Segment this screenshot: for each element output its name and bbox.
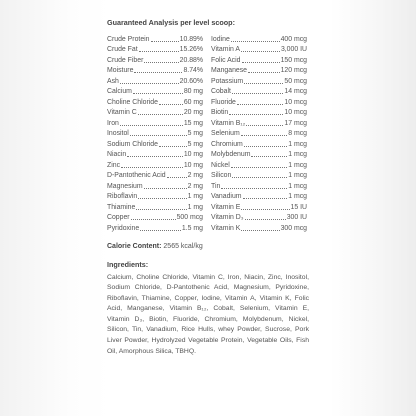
nutrient-row: [107, 75, 203, 86]
nutrient-value: 300 IU: [286, 214, 307, 221]
nutrient-name: Potassium: [211, 77, 244, 85]
dot-leader: [144, 188, 187, 189]
nutrient-value: 400 mcg: [280, 35, 307, 43]
nutrient-value: 500 mcg: [176, 214, 203, 221]
nutrient-name: Folic Acid: [211, 56, 241, 64]
nutrient-value: 10 mcg: [284, 98, 307, 106]
analysis-heading: Guaranteed Analysis per level scoop:: [107, 18, 235, 27]
dot-leader: [167, 177, 187, 178]
dot-leader: [151, 41, 179, 42]
nutrient-value: 10 mg: [183, 161, 203, 169]
dot-leader: [232, 177, 287, 178]
dot-leader: [248, 72, 280, 73]
ingredients-text: Calcium, Choline Chloride, Vitamin C, Iron, Niacin, Zinc, Inositol, Sodium Chloride, D-Pantothenic Acid, Magnesium, Pyridoxine, Riboflavin, Thiamine, Copper, Iodine, Vitamin A, Vitamin K, Folic Acid, Manganese, Vitamin B₁₂, Cobalt, Selenium, Vitamin E, Vitamin D₃, Biotin, Fluoride, Chromium, Molybdenum, Nickel, Silicon, Tin, Vanadium, Rice Hulls, whey Powder, Sucrose, Pork Liver Powder, Hydrolyzed Vegetable Protein, Vegetable Oils, Fish Oil, Amorphous Silica, TBHQ.: [107, 273, 309, 355]
nutrient-row: [107, 222, 203, 233]
dot-leader: [232, 93, 283, 94]
nutrient-value: 10 mcg: [284, 109, 307, 116]
nutrient-row: [107, 117, 203, 128]
calorie-content: [107, 243, 307, 250]
nutrient-name: Choline Chloride: [107, 98, 158, 106]
nutrient-row: [211, 86, 307, 97]
nutrient-row: [107, 149, 203, 160]
nutrient-name: Crude Protein: [107, 35, 150, 43]
nutrient-name: Iodine: [211, 35, 230, 43]
nutrient-row: [211, 222, 307, 233]
nutrient-value: 8 mcg: [288, 130, 307, 137]
nutrient-row: [107, 191, 203, 202]
nutrient-row: [211, 212, 307, 223]
dot-leader: [231, 167, 287, 168]
nutrient-row: [107, 44, 203, 55]
nutrient-name: D-Pantothenic Acid: [107, 172, 166, 179]
analysis-left-column: [107, 33, 203, 233]
dot-leader: [144, 62, 178, 63]
nutrient-name: Fluoride: [211, 98, 236, 106]
nutrient-value: 2 mg: [187, 182, 203, 190]
dot-leader: [120, 125, 183, 126]
nutrient-name: Ash: [107, 77, 119, 85]
dot-leader: [140, 230, 181, 231]
dot-leader: [136, 209, 186, 210]
dot-leader: [244, 83, 283, 84]
nutrient-row: [211, 96, 307, 107]
nutrient-row: [211, 54, 307, 65]
nutrient-row: [211, 117, 307, 128]
nutrient-row: [211, 44, 307, 55]
nutrient-name: Chromium: [211, 140, 243, 148]
ingredients-heading: Ingredients:: [107, 259, 149, 269]
dot-leader: [138, 198, 186, 199]
nutrient-name: Cobalt: [211, 88, 231, 95]
nutrient-name: Nickel: [211, 161, 230, 169]
nutrient-value: 1 mcg: [288, 172, 307, 179]
nutrient-name: Vitamin D₃: [211, 214, 244, 221]
nutrient-name: Vitamin K: [211, 224, 241, 232]
nutrient-value: 17 mcg: [284, 119, 307, 127]
dot-leader: [241, 51, 280, 52]
dot-leader: [231, 41, 280, 42]
dot-leader: [241, 230, 279, 231]
nutrient-value: 8.74%: [183, 67, 203, 74]
nutrient-name: Copper: [107, 214, 130, 221]
nutrient-row: [211, 159, 307, 170]
nutrient-row: [107, 96, 203, 107]
dot-leader: [242, 62, 280, 63]
nutrient-row: [211, 33, 307, 44]
nutrient-name: Riboflavin: [107, 193, 138, 200]
nutrient-value: 1 mcg: [288, 140, 307, 148]
nutrient-value: 1 mcg: [288, 151, 307, 158]
dot-leader: [246, 125, 283, 126]
dot-leader: [121, 167, 183, 168]
nutrient-row: [211, 180, 307, 191]
nutrient-value: 150 mcg: [280, 56, 307, 64]
nutrient-name: Niacin: [107, 151, 127, 158]
nutrient-row: [211, 170, 307, 181]
nutrient-value: 20 mg: [183, 109, 203, 116]
dot-leader: [237, 104, 283, 105]
nutrient-name: Magnesium: [107, 182, 143, 190]
nutrient-name: Zinc: [107, 161, 121, 169]
nutrient-name: Molybdenum: [211, 151, 251, 158]
nutrient-name: Crude Fiber: [107, 56, 144, 64]
nutrient-name: Calcium: [107, 88, 132, 95]
nutrient-value: 15 mg: [183, 119, 203, 127]
dot-leader: [159, 146, 187, 147]
nutrient-row: [211, 65, 307, 76]
nutrient-row: [107, 170, 203, 181]
nutrient-name: Tin: [211, 182, 221, 190]
analysis-table: [107, 33, 307, 233]
nutrient-row: [107, 107, 203, 118]
nutrient-value: 1.5 mg: [181, 224, 203, 232]
nutrient-row: [107, 201, 203, 212]
nutrient-name: Vitamin E: [211, 203, 241, 211]
nutrient-name: Inositol: [107, 130, 129, 137]
nutrient-value: 10.89%: [179, 35, 203, 43]
nutrient-row: [107, 33, 203, 44]
nutrient-name: Thiamine: [107, 203, 136, 211]
nutrient-name: Iron: [107, 119, 119, 127]
nutrient-row: [211, 201, 307, 212]
dot-leader: [139, 51, 179, 52]
nutrient-value: 2 mg: [187, 172, 203, 179]
nutrient-value: 1 mcg: [288, 193, 307, 200]
dot-leader: [221, 188, 287, 189]
analysis-right-column: [211, 33, 307, 233]
nutrient-name: Selenium: [211, 130, 240, 137]
nutrient-name: Vanadium: [211, 193, 242, 200]
dot-leader: [241, 135, 288, 136]
nutrient-value: 120 mcg: [280, 67, 307, 74]
dot-leader: [133, 93, 183, 94]
nutrient-name: Vitamin A: [211, 46, 240, 53]
nutrient-row: [107, 65, 203, 76]
nutrient-value: 5 mg: [187, 130, 203, 137]
dot-leader: [131, 219, 176, 220]
nutrient-value: 15.26%: [179, 46, 203, 53]
nutrient-value: 20.60%: [179, 77, 203, 85]
nutrient-name: Pyridoxine: [107, 224, 140, 232]
nutrient-name: Biotin: [211, 109, 229, 116]
nutrient-name: Vitamin C: [107, 109, 137, 116]
dot-leader: [127, 156, 183, 157]
nutrient-value: 300 mcg: [280, 224, 307, 232]
dot-leader: [159, 104, 183, 105]
nutrition-label: [107, 18, 307, 357]
nutrient-value: 20.88%: [179, 56, 203, 64]
nutrient-row: [211, 128, 307, 139]
nutrient-row: [107, 138, 203, 149]
nutrient-name: Vitamin B₁₂: [211, 119, 246, 127]
dot-leader: [244, 146, 287, 147]
calorie-label: Calorie Content:: [107, 242, 162, 250]
nutrient-row: [107, 212, 203, 223]
nutrient-name: Silicon: [211, 172, 232, 179]
nutrient-value: 60 mg: [183, 98, 203, 106]
dot-leader: [245, 219, 286, 220]
nutrient-row: [107, 180, 203, 191]
nutrient-row: [211, 191, 307, 202]
nutrient-value: 50 mcg: [284, 77, 307, 85]
nutrient-value: 1 mcg: [288, 182, 307, 190]
nutrient-row: [107, 128, 203, 139]
nutrient-value: 1 mg: [187, 193, 203, 200]
dot-leader: [130, 135, 187, 136]
dot-leader: [134, 72, 182, 73]
nutrient-row: [107, 54, 203, 65]
dot-leader: [243, 198, 288, 199]
nutrient-value: 1 mg: [187, 203, 203, 211]
nutrient-value: 15 IU: [290, 203, 307, 211]
nutrient-value: 1 mcg: [288, 161, 307, 169]
nutrient-row: [107, 159, 203, 170]
dot-leader: [138, 114, 183, 115]
nutrient-row: [211, 75, 307, 86]
dot-leader: [229, 114, 283, 115]
nutrient-name: Crude Fat: [107, 46, 138, 53]
nutrient-row: [107, 86, 203, 97]
nutrient-value: 80 mg: [183, 88, 203, 95]
nutrient-name: Sodium Chloride: [107, 140, 158, 148]
nutrient-name: Manganese: [211, 67, 248, 74]
calorie-value: 2565 kcal/kg: [163, 242, 203, 250]
dot-leader: [241, 209, 289, 210]
nutrient-value: 10 mg: [183, 151, 203, 158]
nutrient-name: Moisture: [107, 67, 134, 74]
nutrient-row: [211, 138, 307, 149]
dot-leader: [120, 83, 179, 84]
nutrient-row: [211, 149, 307, 160]
dot-leader: [251, 156, 287, 157]
nutrient-value: 3,000 IU: [280, 46, 307, 53]
nutrient-value: 5 mg: [187, 140, 203, 148]
nutrient-row: [211, 107, 307, 118]
nutrient-value: 14 mcg: [284, 88, 307, 95]
